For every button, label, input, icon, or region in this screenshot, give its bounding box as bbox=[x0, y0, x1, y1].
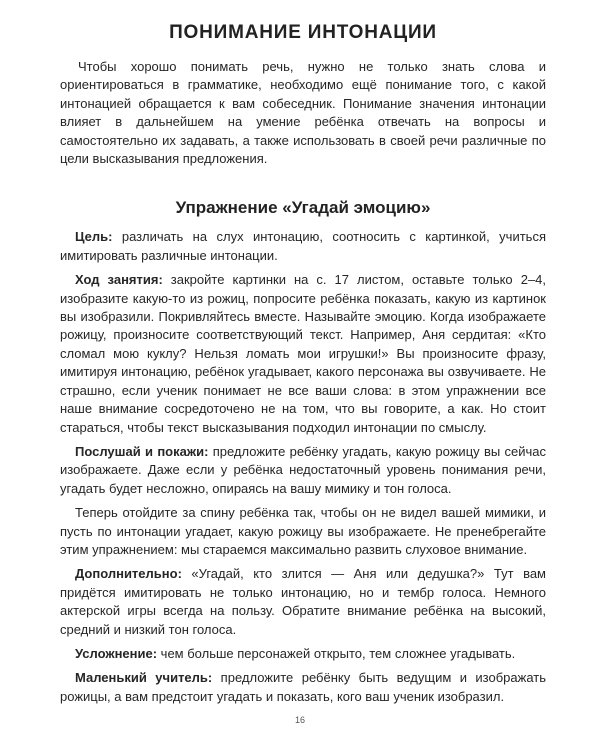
page-title: ПОНИМАНИЕ ИНТОНАЦИИ bbox=[169, 22, 437, 43]
little-teacher-label: Маленький учитель: bbox=[75, 670, 213, 686]
additional-label: Дополнительно: bbox=[75, 566, 182, 582]
behind-back-paragraph: Теперь отойдите за спину ребёнка так, чтобы он не видел вашей мимики, и пусть по интонации угадает, какую рожицу вы изображаете. Не пренебрегайте этим упражнением: мы стараемся максимально развить слуховое внимание. bbox=[60, 505, 546, 557]
goal-label: Цель: bbox=[75, 229, 113, 245]
procedure-text: закройте картинки на с. 17 листом, оставьте только 2–4, изобразите какую-то из рожиц, попросите ребёнка показать, какую из картинок вы изобразили. Покривляйтесь вместе. Называйте эмоцию. Когда изображаете рожицу, произносите соответствующий текст. Например, Аня сердитая: «Кто сломал мою куклу? Нельзя ломать мои игрушки!» Вы произносите фразу, имитируя интонацию, ребёнок угадывает, какого персонажа вы озвучиваете. Не страшно, если ученик понимает не все ваши слова: в этом упражнении все наше внимание сосредоточено не на том, что вы говорите, а как. Но стоит стараться, чтобы текст высказывания подходил интонации по смыслу. bbox=[60, 272, 546, 435]
page-number: 16 bbox=[294, 715, 305, 725]
page-content bbox=[60, 22, 546, 712]
exercise-title: Упражнение «Угадай эмоцию» bbox=[175, 198, 431, 218]
intro-paragraph: Чтобы хорошо понимать речь, нужно не только знать слова и ориентироваться в грамматике, необходимо ещё понимание того, с какой интонацией обращается к вам собеседник. Понимание значения интонации влияет в дальнейшем на умение ребёнка отвечать на вопросы и самостоятельно их задавать, а также использовать в своей речи различные по цели высказывания предложения. bbox=[60, 59, 546, 167]
listen-show-text: предложите ребёнку угадать, какую рожицу вы сейчас изображаете. Даже если у ребёнка недостаточный уровень понимания речи, угадать будет несложно, опираясь на вашу мимику и тон голоса. bbox=[60, 443, 547, 496]
little-teacher-paragraph bbox=[60, 669, 546, 706]
listen-show-paragraph bbox=[60, 443, 546, 498]
goal-paragraph bbox=[60, 228, 546, 265]
listen-show-label: Послушай и покажи: bbox=[75, 443, 209, 459]
little-teacher-text: предложите ребёнку быть ведущим и изображать рожицы, а вам предстоит угадать и показать, кого ваш ученик изобразил. bbox=[60, 670, 546, 704]
goal-text: различать на слух интонацию, соотносить с картинкой, учиться имитировать различные интонации. bbox=[60, 229, 546, 263]
complication-text: чем больше персонажей открыто, тем сложнее угадывать. bbox=[157, 645, 516, 661]
procedure-label: Ход занятия: bbox=[75, 272, 163, 288]
complication-paragraph bbox=[60, 645, 546, 663]
complication-label: Усложнение: bbox=[75, 645, 158, 661]
additional-text: «Угадай, кто злится — Аня или дедушка?» Тут вам придётся имитировать не только интонацию, но и тембр голоса. Немного актерской игры всегда на пользу. Обратите внимание ребёнка на высокий, средний и низкий тон голоса. bbox=[60, 566, 546, 637]
procedure-paragraph bbox=[60, 271, 546, 437]
additional-paragraph bbox=[60, 565, 546, 639]
